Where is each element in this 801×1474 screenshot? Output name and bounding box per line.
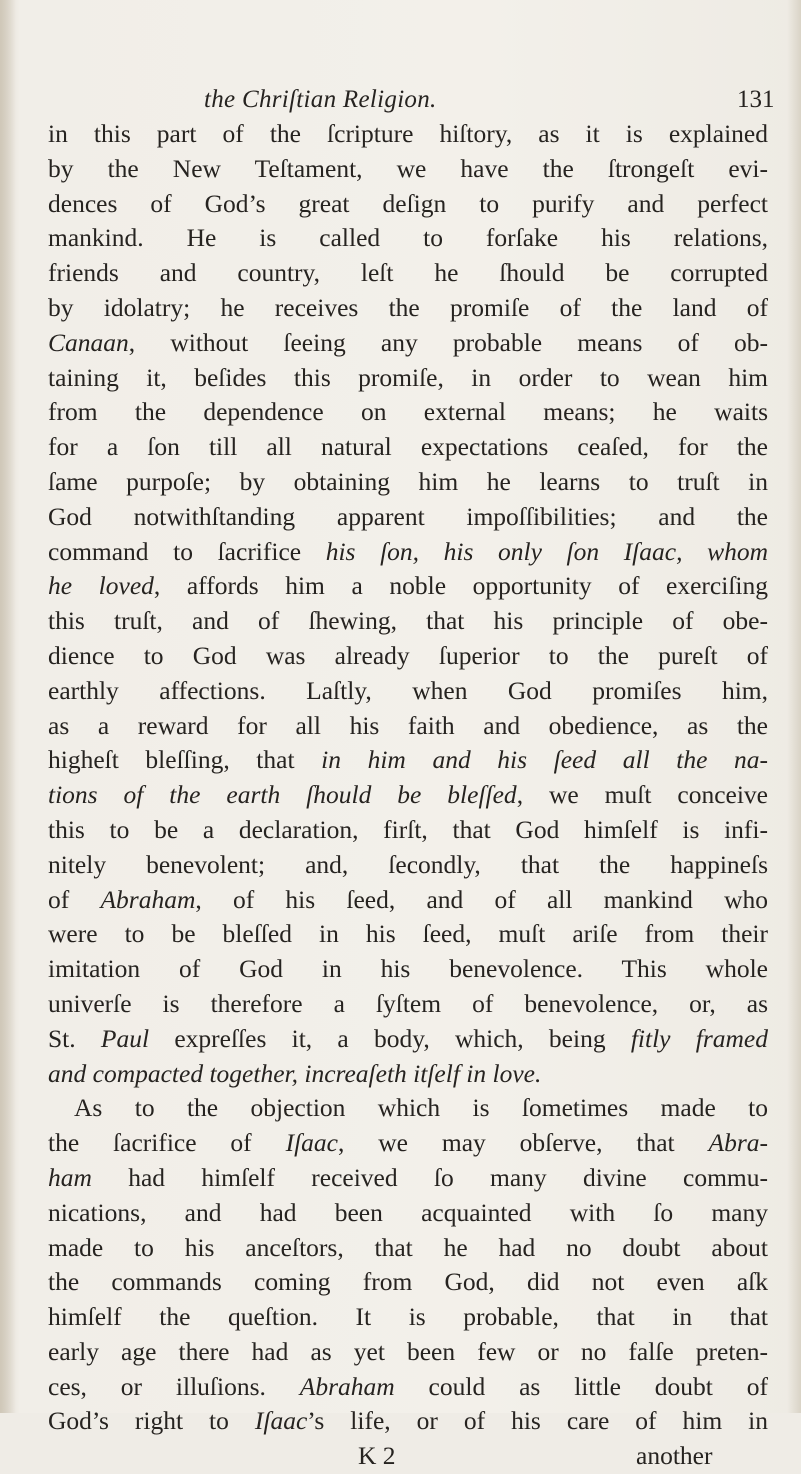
text-span: univerſe is therefore a ſyſtem of benevolence, or, as (48, 988, 768, 1018)
text-line (48, 743, 768, 778)
text-line (48, 500, 768, 535)
text-line (48, 709, 768, 744)
text-line (48, 604, 768, 639)
text-line (48, 674, 768, 709)
italic-span: Abraham (299, 1371, 395, 1401)
text-span: , of his ſeed, and of all mankind who (195, 884, 769, 914)
text-span: himſelf the queſtion. It is probable, that in that (48, 1302, 768, 1332)
text-line (48, 1091, 768, 1126)
text-span: the ſacrifice of (48, 1128, 286, 1158)
text-line (48, 813, 768, 848)
text-span: from the dependence on external means; he waits (48, 397, 768, 427)
text-line (48, 535, 768, 570)
text-span: , without ſeeing any probable means of ob- (128, 327, 768, 357)
text-span: of (48, 884, 101, 914)
text-span: had himſelf received ſo many divine commu- (91, 1162, 768, 1192)
italic-span: in him and his ſeed all the na- (321, 745, 768, 775)
italic-span: ham (48, 1162, 92, 1192)
italic-span: his ſon, his only ſon Iſaac, whom (325, 536, 768, 566)
text-line (48, 1335, 768, 1370)
text-line (48, 569, 768, 604)
text-line (48, 256, 768, 291)
text-span: St. (48, 1023, 101, 1053)
text-span: , affords him a noble opportunity of exerciſing (153, 571, 768, 601)
text-line (48, 778, 768, 813)
text-span: early age there had as yet been few or no falſe preten- (48, 1336, 768, 1366)
italic-span: tions of the earth ſhould be bleſſed (48, 780, 517, 810)
text-line (48, 1265, 768, 1300)
text-span: could as little doubt of (394, 1371, 768, 1401)
text-span: friends and country, leſt he ſhould be corrupted (48, 258, 768, 288)
text-line (48, 291, 768, 326)
text-span: as a reward for all his faith and obedience, as the (48, 710, 768, 740)
italic-span: Iſaac (285, 1128, 338, 1158)
text-span: ſame purpoſe; by obtaining him he learns to truſt in (48, 466, 768, 496)
text-span: dences of God’s great deſign to purify and perfect (48, 188, 768, 218)
binding-shadow (0, 0, 16, 1413)
text-span: were to be bleſſed in his ſeed, muſt ariſe from their (48, 919, 768, 949)
text-span: , we muſt conceive (516, 780, 768, 810)
text-span: taining it, beſides this promiſe, in order to wean him (48, 362, 768, 392)
text-line (48, 1370, 768, 1405)
italic-span: fitly framed (630, 1023, 768, 1053)
text-span: expreſſes it, a body, which, being (149, 1023, 631, 1053)
text-span: God notwithſtanding apparent impoſſibilities; and the (48, 501, 768, 531)
text-span: nications, and had been acquainted with ſo many (48, 1197, 768, 1227)
text-line (48, 917, 768, 952)
text-span: by idolatry; he receives the promiſe of the land of (48, 292, 768, 322)
text-line (48, 221, 768, 256)
text-line (48, 361, 768, 396)
text-span: earthly affections. Laſtly, when God promiſes him, (48, 675, 768, 705)
text-line (48, 187, 768, 222)
text-line (48, 639, 768, 674)
text-line (48, 117, 768, 152)
text-span: this truſt, and of ſhewing, that his principle of obe- (48, 606, 768, 636)
text-span: the commands coming from God, did not even aſk (48, 1267, 768, 1297)
text-line (48, 152, 768, 187)
italic-span: Iſaac (254, 1406, 308, 1436)
running-title: the Chriſtian Religion. (204, 86, 437, 113)
italic-span: Canaan (48, 327, 129, 357)
italic-span: Paul (100, 1023, 150, 1053)
text-line (48, 1404, 768, 1439)
italic-span: Abra- (708, 1128, 769, 1158)
text-line (48, 1161, 768, 1196)
text-span: made to his anceſtors, that he had no doubt about (48, 1232, 768, 1262)
text-span: by the New Teſtament, we have the ſtrongeſt evi- (48, 153, 768, 183)
text-span: in this part of the ſcripture hiſtory, as it is explained (48, 119, 768, 148)
text-line (48, 465, 768, 500)
text-line (48, 1196, 768, 1231)
text-line (48, 883, 768, 918)
catchword: another (636, 1441, 713, 1471)
text-line (48, 326, 768, 361)
text-span: this to be a declaration, firſt, that God himſelf is infi- (48, 814, 768, 844)
italic-span: he loved (48, 571, 154, 601)
text-span: nitely benevolent; and, ſecondly, that the happineſs (48, 849, 768, 879)
signature-mark: K 2 (358, 1441, 396, 1471)
page-footer (48, 1439, 768, 1474)
text-line (48, 848, 768, 883)
text-line (48, 1231, 768, 1266)
text-lines (48, 117, 768, 1439)
text-span: As to the objection which is ſometimes made to (74, 1093, 768, 1123)
text-line (48, 952, 768, 987)
text-line (48, 395, 768, 430)
text-span: for a ſon till all natural expectations ceaſed, for the (48, 432, 768, 462)
italic-span: and compacted together, increaſeth itſelf in love. (48, 1058, 542, 1088)
text-span: mankind. He is called to forſake his relations, (48, 223, 768, 253)
text-line (48, 1022, 768, 1057)
page-header (204, 86, 775, 120)
text-span: imitation of God in his benevolence. This whole (48, 954, 768, 984)
text-line (48, 1300, 768, 1335)
italic-span: Abraham (100, 884, 196, 914)
text-line (48, 430, 768, 465)
text-span: dience to God was already ſuperior to the pureſt of (48, 640, 768, 670)
text-span: , we may obſerve, that (337, 1128, 709, 1158)
page-edge (787, 0, 801, 1413)
text-line (48, 987, 768, 1022)
text-span: God’s right to (48, 1406, 255, 1436)
body-text (48, 117, 768, 1474)
text-span: ces, or illuſions. (48, 1371, 300, 1401)
text-span: command to ſacrifice (48, 536, 326, 566)
page-number: 131 (737, 86, 775, 113)
text-line (48, 1057, 768, 1092)
text-span: ’s life, or of his care of him in (307, 1406, 769, 1436)
text-line (48, 1126, 768, 1161)
text-span: higheſt bleſſing, that (48, 745, 322, 775)
